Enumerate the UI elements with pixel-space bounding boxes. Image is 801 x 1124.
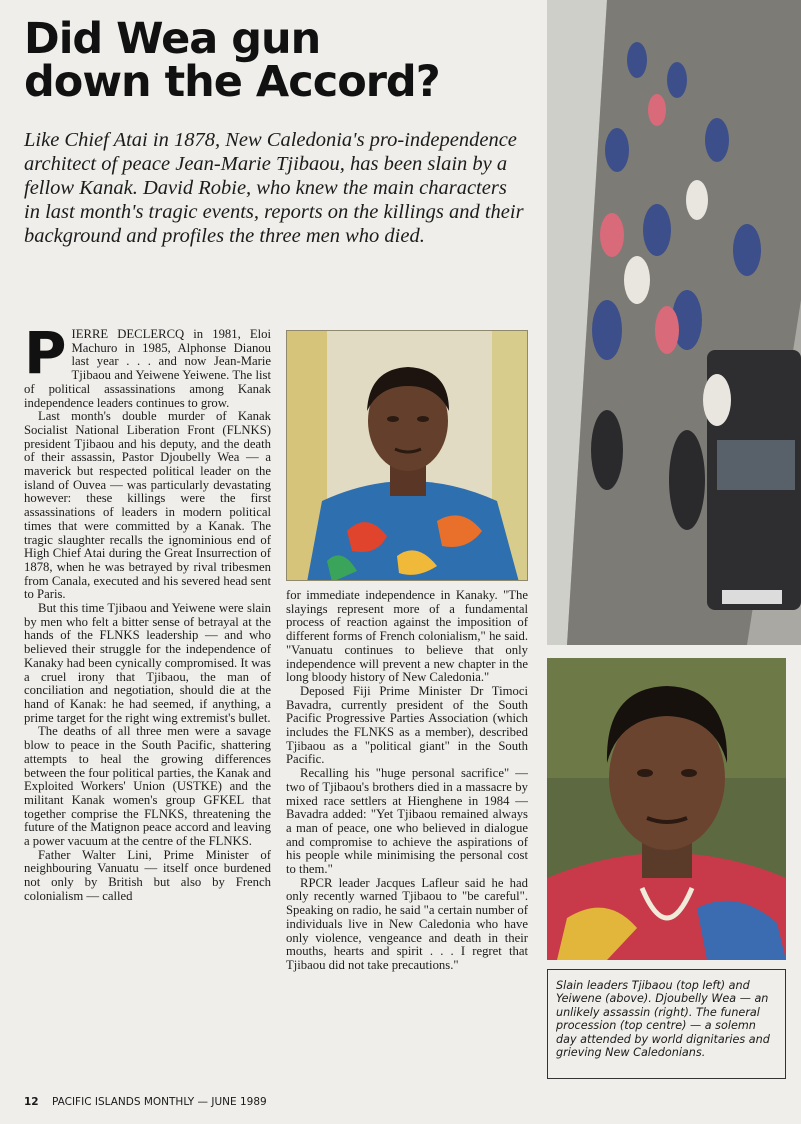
page-footer [24, 1096, 267, 1108]
procession-illustration [547, 0, 801, 645]
paragraph-5: Father Walter Lini, Prime Minister of neighbouring Vanuatu — itself once burdened not only by British but also by French colonialism — called [24, 847, 271, 903]
portrait-illustration [287, 331, 528, 581]
photo-funeral-procession [547, 0, 801, 645]
page-number: 12 [24, 1096, 39, 1108]
photo-caption: Slain leaders Tjibaou (top left) and Yeiwene (above). Djoubelly Wea — an unlikely assassin (right). The funeral procession (top centre) — a solemn day attended by world dignitaries and grieving New Caledonians. [547, 969, 786, 1079]
paragraph-1-text: IERRE DECLERCQ in 1981, Eloi Machuro in 1985, Alphonse Dianou last year . . . and now Jean-Marie Tjibaou and Yeiwene Yeiwene. The list of political assassinations among Kanak independence leaders continues to grow. [24, 328, 271, 410]
paragraph-3: But this time Tjibaou and Yeiwene were slain by men who felt a bitter sense of betrayal at the hands of the FLNKS leadership — and who believed their struggle for the independence of Kanaky had been cynically compromised. It was a cruel irony that Tjibaou, the man of conciliation and negotiation, should die at the hand of Kanak: he had seemed, if anything, a prime target for the right wing extremist's bullet. [24, 601, 271, 725]
paragraph-9: RPCR leader Jacques Lafleur said he had only recently warned Tjibaou to "be careful". Speaking on radio, he said "a certain number of individuals live in New Caledonia who have only violence, vengeance and death in their mouths, hearts and spirit . . . I regret that Tjibaou did not take precautions." [286, 875, 528, 972]
headline-line-1: Did Wea gun [24, 14, 321, 64]
paragraph-1 [24, 328, 271, 410]
article-column-1 [24, 328, 271, 1088]
headline-line-2: down the Accord? [24, 57, 440, 107]
standfirst: Like Chief Atai in 1878, New Caledonia's pro-independence architect of peace Jean-Marie Tjibaou, has been slain by a fellow Kanak. David Robie, who knew the main characters in last month's tragic events, reports on the killings and their background and profiles the three men who died. [24, 129, 524, 247]
photo-yeiwene [547, 658, 786, 960]
paragraph-6: for immediate independence in Kanaky. "The slayings represent more of a fundamental process of reaction against the imposition of different forms of French colonialism," he said. "Vanuatu continues to believe that only independence will prevent a new chapter in the long bloody history of New Caledonia." [286, 589, 528, 685]
headline [24, 14, 524, 107]
portrait-illustration-2 [547, 658, 786, 960]
paragraph-7: Deposed Fiji Prime Minister Dr Timoci Bavadra, currently president of the South Pacific Progressive Parties Association (which includes the FLNKS as a member), described Tjibaou as a "political giant" in the South Pacific. [286, 683, 528, 767]
paragraph-2: Last month's double murder of Kanak Socialist National Liberation Front (FLNKS) president Tjibaou and his deputy, and the death of their assassin, Pastor Djoubelly Wea — a maverick but respected political leader on the island of Ouvea — was particularly devastating however: these killings were the first assassinations of leaders in modern political times that were committed by a Kanak. The tragic slaughter recalls the ignominious end of High Chief Atai during the Great Insurrection of 1878, when he was betrayed by rival tribesmen from Canala, executed and his severed head sent to Paris. [24, 409, 271, 602]
article-column-2 [286, 589, 528, 1089]
drop-cap: P [24, 328, 67, 387]
paragraph-8: Recalling his "huge personal sacrifice" — two of Tjibaou's brothers died in a massacre by mixed race settlers at Hienghene in 1984 — Bavadra added: "Yet Tjibaou remained always a man of peace, one who believed in dialogue and compromise to achieve the aspirations of his people while minimising the personal cost to them." [286, 766, 528, 877]
paragraph-4: The deaths of all three men were a savage blow to peace in the South Pacific, shattering attempts to heal the growing differences between the four political parties, the Kanak and Exploited Workers' Union (USTKE) and the militant Kanak women's group GFKEL that together comprise the FLNKS, threatening the future of the Matignon peace accord and leaving a power vacuum at the centre of the FLNKS. [24, 724, 271, 849]
photo-tjibaou [286, 330, 528, 581]
publication-line: PACIFIC ISLANDS MONTHLY — JUNE 1989 [51, 1096, 267, 1108]
